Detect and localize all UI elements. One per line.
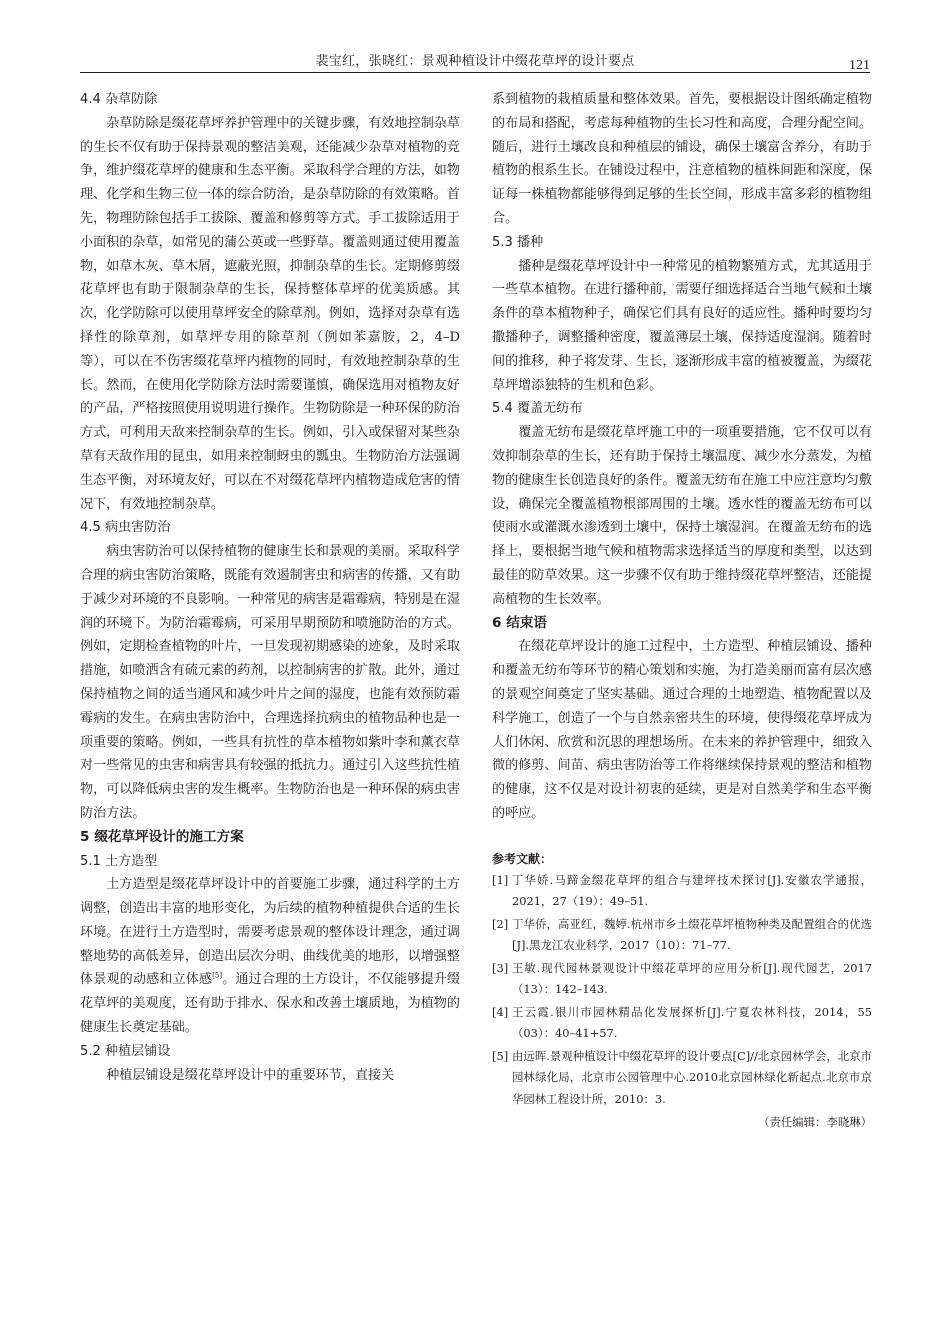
section-5-4-title: 5.4 覆盖无纺布 bbox=[492, 401, 583, 417]
section-5-2-title: 5.2 种植层铺设 bbox=[80, 1043, 171, 1059]
section-5-2-paragraph-continued: 系到植物的栽植质量和整体效果。首先，要根据设计图纸确定植物的布局和搭配，考虑每种植物的生长习性和高度，合理分配空间。随后，进行土壤改良和种植层的铺设，确保土壤富含养分，有助于植物的根系生长。在铺设过程中，注意植物的植株间距和深度，保证每一株植物都能够得到足够的生长空间，形成丰富多彩的植物组合。 bbox=[492, 92, 872, 226]
section-5-3-title: 5.3 播种 bbox=[492, 234, 544, 250]
references-list bbox=[492, 870, 872, 1111]
section-6-paragraph: 在缀花草坪设计的施工过程中，土方造型、种植层铺设、播种和覆盖无纺布等环节的精心策划和实施，为打造美丽而富有层次感的景观空间奠定了坚实基础。通过合理的土地塑造、植物配置以及科学施工，创造了一个与自然亲密共生的环境，使得缀花草坪成为人们休闲、欣赏和沉思的理想场所。在未来的养护管理中，细致入微的修剪、间苗、病虫害防治等工作将继续保持景观的整洁和植物的健康，这不仅是对设计初衷的延续，更是对自然美学和生态平衡的呼应。 bbox=[492, 639, 872, 821]
section-5-1-title: 5.1 土方造型 bbox=[80, 853, 158, 869]
running-header bbox=[80, 38, 870, 73]
section-5-1-text-b: 。通过合理的土方设计，不仅能够提升缀花草坪的美观度，还有助于排水、保水和改善土壤质地，为植物的健康生长奠定基础。 bbox=[80, 972, 461, 1036]
right-column bbox=[492, 88, 872, 1133]
left-column bbox=[80, 88, 460, 1087]
reference-text: 王云霞.银川市园林精品化发展探析[J].宁夏农林科技，2014，55（03）：40–41+57. bbox=[512, 1004, 872, 1041]
section-5-title: 5 缀花草坪设计的施工方案 bbox=[80, 828, 244, 845]
reference-number: [2] bbox=[492, 916, 509, 931]
section-4-5-title: 4.5 病虫害防治 bbox=[80, 520, 171, 536]
section-5-3-paragraph: 播种是缀花草坪设计中一种常见的植物繁殖方式，尤其适用于一些草本植物。在进行播种前，需要仔细选择适合当地气候和土壤条件的草本植物种子，确保它们具有良好的适应性。播种时要均匀撒播种子，调整播种密度，覆盖薄层土壤，保持适度湿润。随着时间的推移，种子将发芽、生长，逐渐形成丰富的植被覆盖，为缀花草坪增添独特的生机和色彩。 bbox=[492, 258, 872, 393]
section-5-1-paragraph bbox=[80, 873, 460, 1040]
reference-item bbox=[492, 870, 872, 913]
reference-item bbox=[492, 1046, 872, 1111]
reference-number: [4] bbox=[492, 1004, 509, 1019]
section-4-4-paragraph: 杂草防除是缀花草坪养护管理中的关键步骤，有效地控制杂草的生长不仅有助于保持景观的整洁美观，还能减少杂草对植物的竞争，维护缀花草坪的健康和生态平衡。采取科学合理的方法，如物理、化学和生物三位一体的综合防治，是杂草防除的有效策略。首先，物理防除包括手工拔除、覆盖和修剪等方式。手工拔除适用于小面积的杂草，如常见的蒲公英或一些野草。覆盖则通过使用覆盖物，如草木灰、草木屑，遮蔽光照，抑制杂草的生长。定期修剪缀花草坪也有助于限制杂草的生长，保持整体草坪的优美质感。其次，化学防除可以使用草坪安全的除草剂。例如，选择对杂草有选择性的除草剂，如草坪专用的除草剂（例如苯嘉胺，2，4–D等），可以在不伤害缀花草坪内植物的同时，有效地控制杂草的生长。然而，在使用化学防除方法时需要谨慎，确保选用对植物友好的产品，严格按照使用说明进行操作。生物防除是一种环保的防治方式，可利用天敌来控制杂草的生长。例如，引入或保留对某些杂草有天敌作用的昆虫，如用来控制蚜虫的瓢虫。生物防治方法强调生态平衡，对环境友好，可以在不对缀花草坪内植物造成危害的情况下，有效地控制杂草。 bbox=[80, 115, 460, 512]
reference-number: [5] bbox=[492, 1048, 509, 1063]
reference-text: 王敏.现代园林景观设计中缀花草坪的应用分析[J].现代园艺，2017（13）：142–143. bbox=[512, 960, 872, 997]
reference-text: 丁华娇.马蹄金缀花草坪的组合与建坪技术探讨[J].安徽农学通报，2021，27（19）：49–51. bbox=[512, 872, 872, 909]
reference-item bbox=[492, 958, 872, 1001]
reference-number: [1] bbox=[492, 872, 509, 887]
reference-text: 丁华侨，高亚红，魏婷.杭州市乡土缀花草坪植物种类及配置组合的优选[J].黑龙江农业科学，2017（10）：71–77. bbox=[512, 916, 872, 953]
section-6-title: 6 结束语 bbox=[492, 614, 547, 631]
reference-item bbox=[492, 1002, 872, 1045]
section-5-4-paragraph: 覆盖无纺布是缀花草坪施工中的一项重要措施，它不仅可以有效抑制杂草的生长，还有助于保持土壤温度、减少水分蒸发，为植物的健康生长创造良好的条件。覆盖无纺布在施工中应注意均匀敷设，确保完全覆盖植物根部周围的土壤。透水性的覆盖无纺布可以使雨水或灌溉水渗透到土壤中，保持土壤湿润。在覆盖无纺布的选择上，要根据当地气候和植物需求选择适当的厚度和类型，以达到最佳的防草效果。这一步骤不仅有助于维持缀花草坪整洁，还能提高植物的生长效率。 bbox=[492, 425, 872, 607]
reference-text: 由远晖.景观种植设计中缀花草坪的设计要点[C]//北京园林学会，北京市园林绿化局，北京市公园管理中心.2010北京园林绿化新起点.北京市京华园林工程设计所，2010：3. bbox=[512, 1048, 872, 1106]
section-5-2-paragraph-start: 种植层铺设是缀花草坪设计中的重要环节，直接关 bbox=[106, 1067, 395, 1083]
section-5-1-text-a: 土方造型是缀花草坪设计中的首要施工步骤，通过科学的土方调整，创造出丰富的地形变化，为后续的植物种植提供合适的生长环境。在进行土方造型时，需要考虑景观的整体设计理念，通过调整地势的高低差异，创造出层次分明、曲线优美的地形，以增强整体景观的动感和立体感 bbox=[80, 877, 460, 988]
citation-marker: [5] bbox=[212, 972, 223, 981]
page-number: 121 bbox=[849, 58, 870, 73]
reference-item bbox=[492, 914, 872, 957]
reference-number: [3] bbox=[492, 960, 509, 975]
section-4-5-paragraph: 病虫害防治可以保持植物的健康生长和景观的美丽。采取科学合理的病虫害防治策略，既能有效遏制害虫和病害的传播，又有助于减少对环境的不良影响。一种常见的病害是霜霉病，特别是在湿润的环境下。为防治霜霉病，可采用早期预防和喷施防治的方式。例如，定期检查植物的叶片，一旦发现初期感染的迹象，及时采取措施，如喷洒含有硫元素的药剂，以控制病害的扩散。此外，通过保持植物之间的适当通风和减少叶片之间的湿度，也能有效预防霜霉病的发生。在病虫害防治中，合理选择抗病虫的植物品种也是一项重要的策略。例如，一些具有抗性的草本植物如紫叶李和薰衣草对一些常见的虫害和病害具有较强的抵抗力。通过引入这些抗性植物，可以降低病虫害的发生概率。生物防治也是一种环保的病虫害防治方法。 bbox=[80, 544, 460, 821]
running-title: 裴宝红，张晓红：景观种植设计中缀花草坪的设计要点 bbox=[315, 54, 635, 69]
responsible-editor: （责任编辑：李晓琳） bbox=[758, 1115, 872, 1130]
references-title: 参考文献： bbox=[492, 851, 553, 866]
section-4-4-title: 4.4 杂草防除 bbox=[80, 92, 158, 107]
